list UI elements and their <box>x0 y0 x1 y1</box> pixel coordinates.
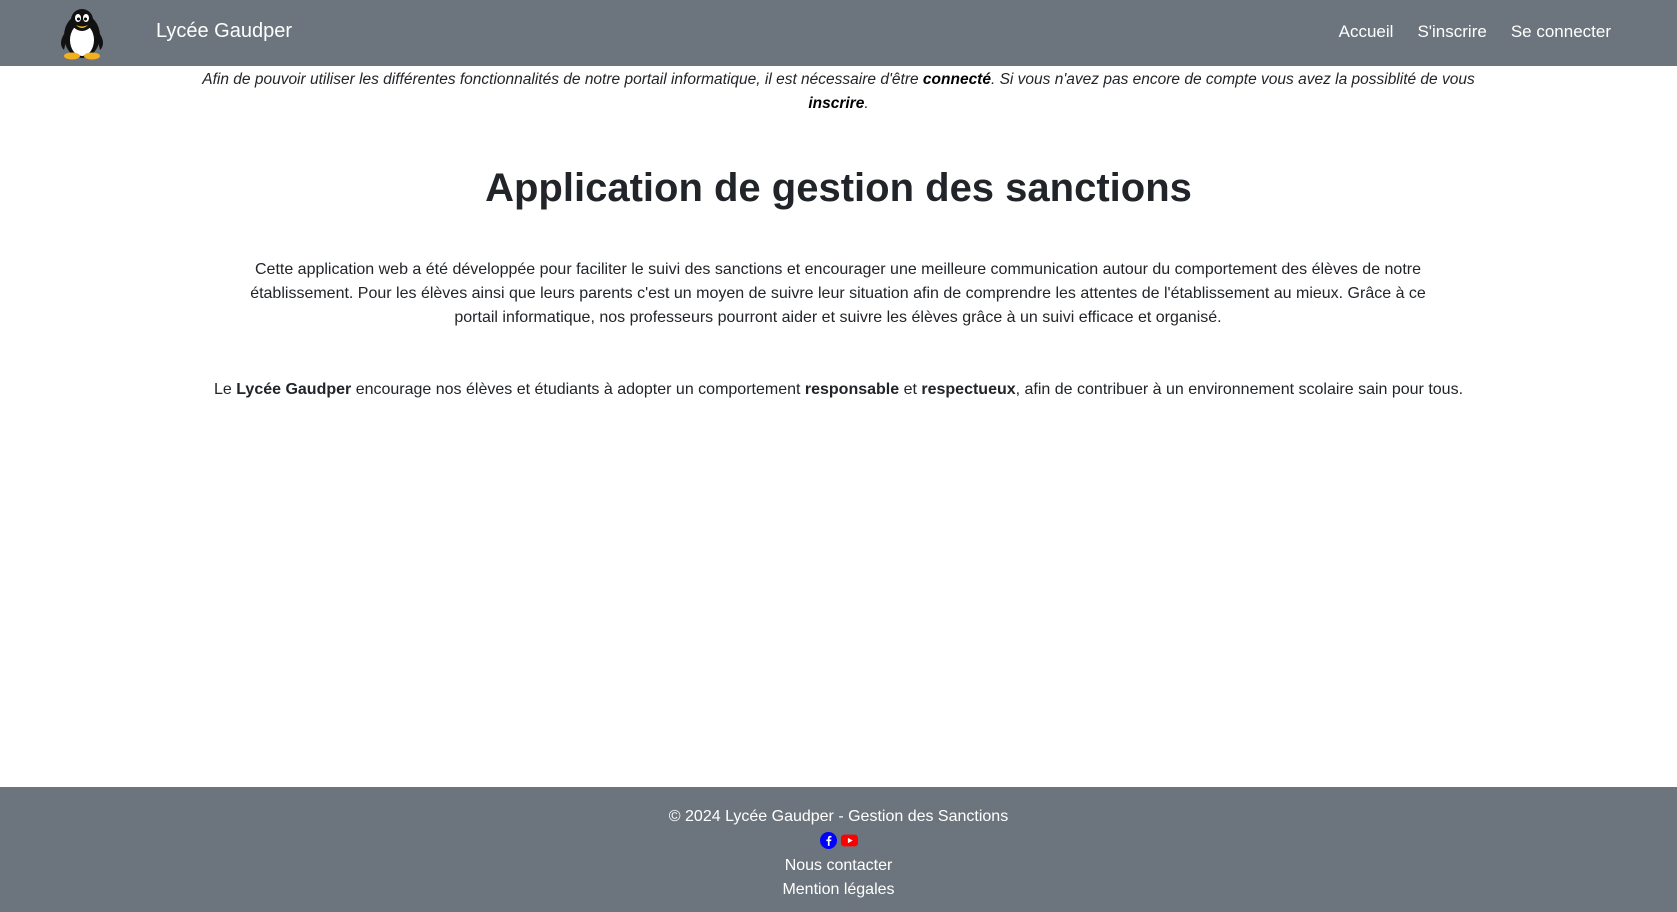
brand-name[interactable]: Lycée Gaudper <box>156 20 293 42</box>
legal-link[interactable]: Mention légales <box>782 881 895 898</box>
notice-text-3: . <box>864 95 869 112</box>
encourage-respectful: respectueux <box>921 381 1016 398</box>
app-description: Cette application web a été développée pour faciliter le suivi des sanctions et encourager une meilleure communication autour du comportement des élèves de notre établissement. Pour les élèves ainsi que leurs parents c'est un moyen de suivre leur situation afin de comprendre les attentes de l'établissement au mieux. Grâce à ce portail informatique, nos professeurs pourront aider et suivre les élèves grâce à un suivi efficace et organisé. <box>250 261 1426 326</box>
social-links <box>0 832 1677 849</box>
penguin-icon[interactable] <box>56 6 108 60</box>
nav-link-accueil[interactable]: Accueil <box>1338 22 1394 41</box>
notice-connected-link[interactable]: connecté <box>922 71 991 88</box>
encourage-middle-1: encourage nos élèves et étudiants à adopter un comportement <box>351 381 805 398</box>
notice-text-2: . Si vous n'avez pas encore de compte vous avez la possiblité de vous <box>990 71 1475 88</box>
page-title: Application de gestion des sanctions <box>485 166 1192 210</box>
notice-text-1: Afin de pouvoir utiliser les différentes fonctionnalités de notre portail informatique, il est nécessaire d'être <box>202 71 923 88</box>
footer <box>0 787 1677 912</box>
encourage-middle-2: et <box>899 381 922 398</box>
contact-link[interactable]: Nous contacter <box>784 857 893 874</box>
encouragement-text <box>120 378 1557 402</box>
top-navbar <box>0 0 1677 66</box>
nav-link-register[interactable]: S'inscrire <box>1417 22 1487 41</box>
login-notice <box>190 68 1487 116</box>
encourage-school: Lycée Gaudper <box>236 381 352 398</box>
nav-links <box>1339 22 1611 42</box>
encourage-prefix: Le <box>213 381 237 398</box>
notice-register-link[interactable]: inscrire <box>808 95 865 112</box>
encourage-suffix: , afin de contribuer à un environnement scolaire sain pour tous. <box>1015 381 1464 398</box>
nav-link-login[interactable]: Se connecter <box>1510 22 1611 41</box>
facebook-icon[interactable] <box>820 832 837 849</box>
youtube-icon[interactable] <box>841 832 858 849</box>
encourage-responsible: responsable <box>804 381 900 398</box>
footer-copyright: © 2024 Lycée Gaudper - Gestion des Sanctions <box>668 808 1009 825</box>
